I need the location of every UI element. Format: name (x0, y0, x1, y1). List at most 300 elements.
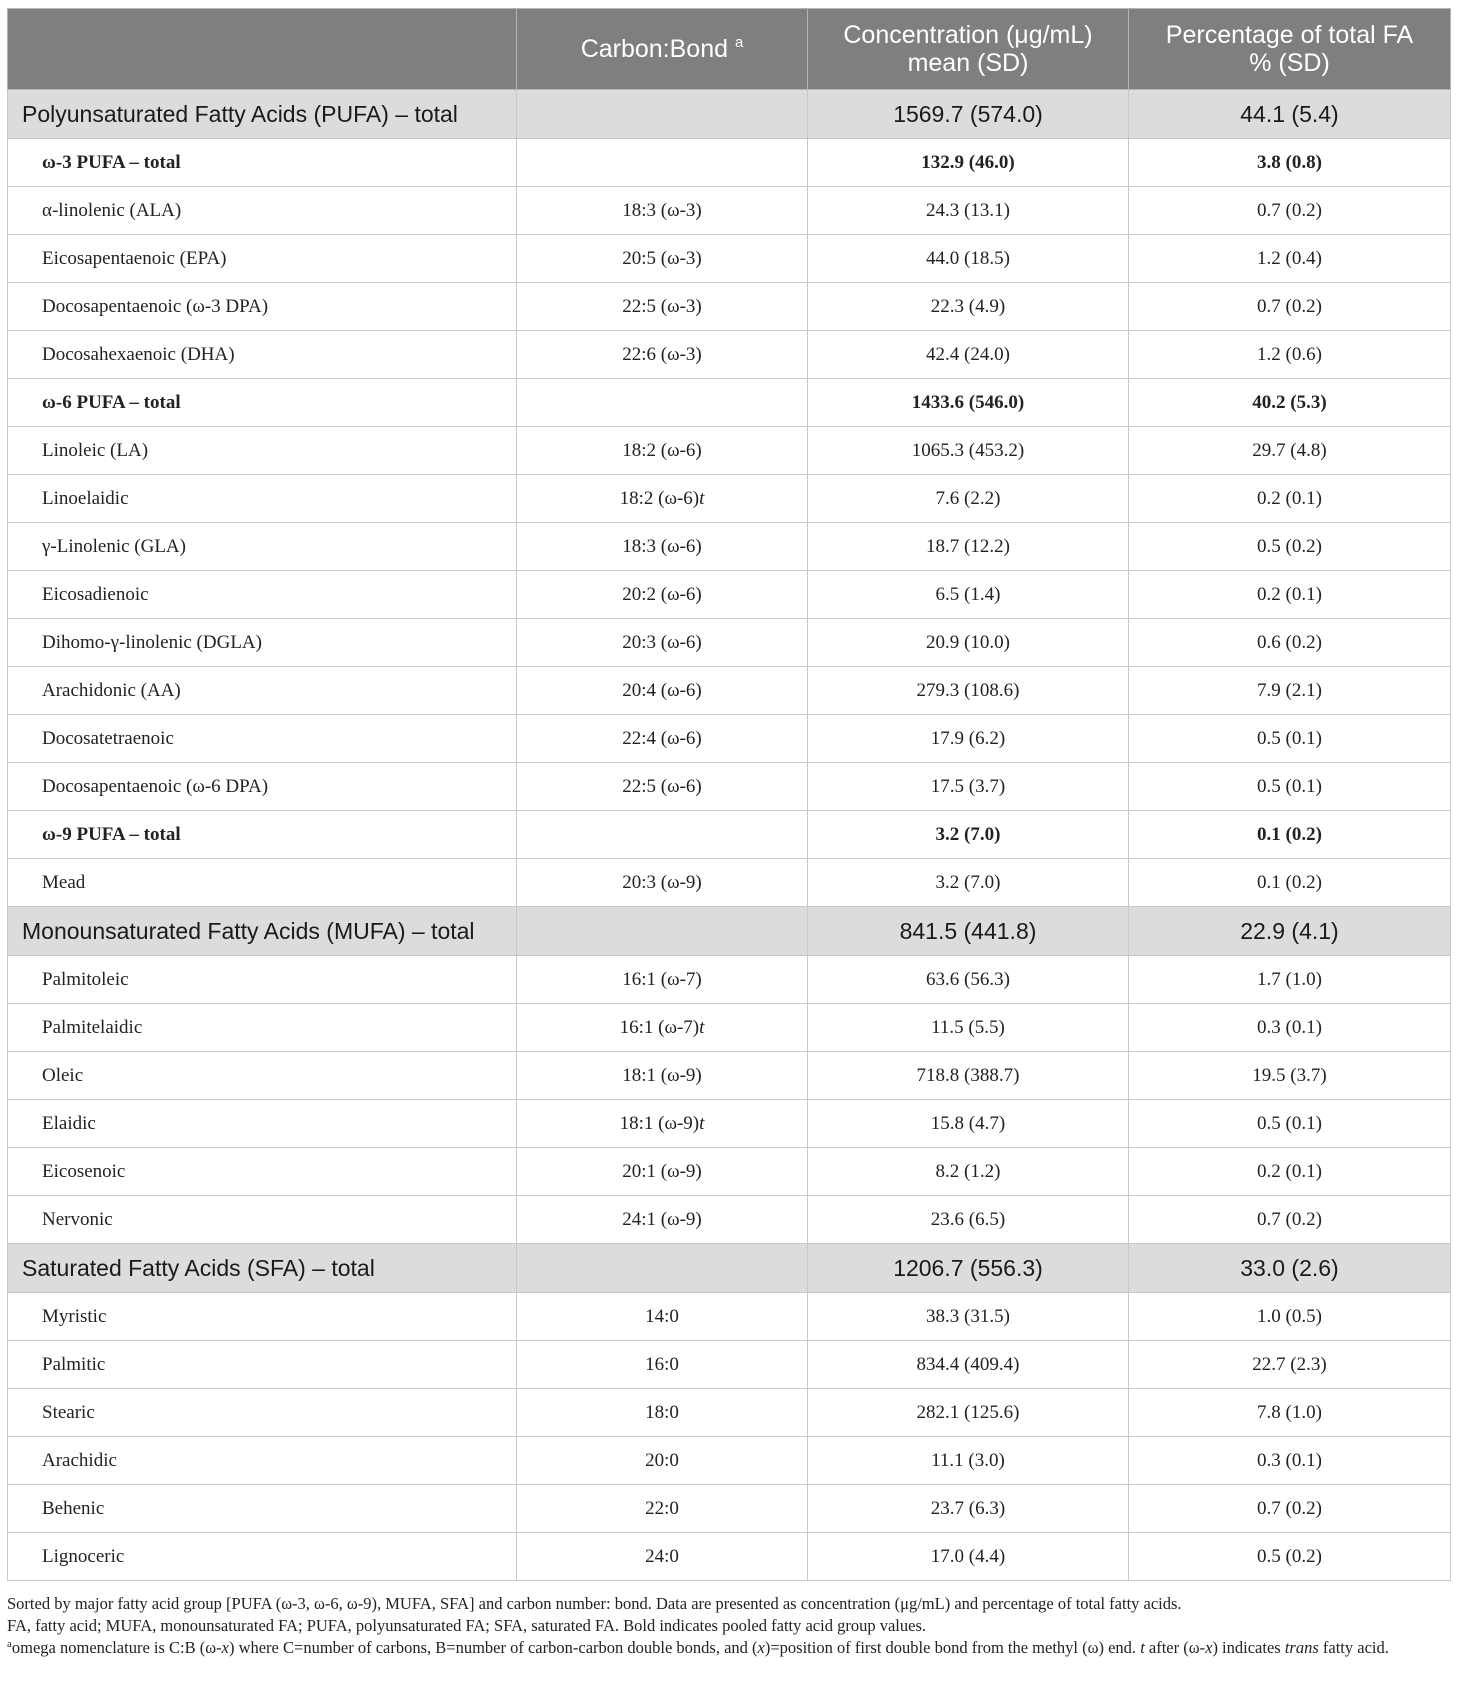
concentration (808, 235, 1129, 283)
fatty-acid-name-text: ω-9 PUFA – total (42, 823, 181, 845)
fatty-acid-name-text: Dihomo-γ-linolenic (DGLA) (42, 631, 262, 653)
fatty-acid-name-text: Mead (42, 871, 86, 893)
percentage-text: 29.7 (4.8) (1252, 439, 1327, 461)
concentration-text: 1206.7 (556.3) (893, 1254, 1043, 1281)
concentration-text: 841.5 (441.8) (899, 917, 1037, 944)
carbon-bond-text: 22:5 (ω-3) (622, 295, 702, 317)
concentration-text: 17.5 (3.7) (930, 775, 1006, 797)
concentration (808, 667, 1129, 715)
percentage-text: 0.2 (0.1) (1257, 583, 1322, 605)
table-row (8, 1196, 1451, 1244)
carbon-bond (517, 1100, 808, 1148)
percentage-text: 22.7 (2.3) (1252, 1353, 1327, 1375)
percentage-text: 7.9 (2.1) (1257, 679, 1322, 701)
fatty-acid-name (8, 1052, 517, 1100)
concentration-text: 8.2 (1.2) (935, 1160, 1001, 1182)
footnote-a-text-1: omega nomenclature is C:B (ω- (11, 1638, 222, 1657)
fatty-acid-name (8, 235, 517, 283)
footnote-a-text-2: ) where C=number of carbons, B=number of carbon-carbon double bonds, and ( (228, 1638, 758, 1657)
concentration (808, 523, 1129, 571)
footnote-a-x-3: x (1205, 1638, 1213, 1657)
concentration (808, 139, 1129, 187)
fatty-acid-name-text: γ-Linolenic (GLA) (42, 535, 186, 557)
carbon-bond (517, 1293, 808, 1341)
footnote-a-x-1: x (221, 1638, 229, 1657)
carbon-bond (517, 1004, 808, 1052)
fatty-acid-name (8, 763, 517, 811)
fatty-acid-name-text: Eicosenoic (42, 1160, 126, 1182)
percentage-text: 0.5 (0.2) (1257, 1545, 1322, 1567)
percentage (1129, 956, 1451, 1004)
subgroup-total-row (8, 811, 1451, 859)
footnote-a (7, 1637, 1450, 1659)
percentage (1129, 1004, 1451, 1052)
concentration (808, 1389, 1129, 1437)
carbon-bond (517, 667, 808, 715)
carbon-bond-text: 22:0 (645, 1497, 679, 1519)
percentage (1129, 763, 1451, 811)
fatty-acid-name-text: Eicosadienoic (42, 583, 149, 605)
concentration (808, 331, 1129, 379)
concentration-text: 20.9 (10.0) (926, 631, 1010, 653)
concentration (808, 1004, 1129, 1052)
percentage-text: 1.2 (0.6) (1257, 343, 1322, 365)
footnote-a-text-4: after (ω- (1144, 1638, 1206, 1657)
fatty-acid-name (8, 90, 517, 139)
fatty-acid-name-text: Lignoceric (42, 1545, 125, 1567)
percentage-text: 1.2 (0.4) (1257, 247, 1322, 269)
fatty-acid-name-text: Monounsaturated Fatty Acids (MUFA) – total (22, 917, 475, 944)
percentage-text: 33.0 (2.6) (1240, 1254, 1339, 1281)
concentration (808, 811, 1129, 859)
footnote-a-text-3: )=position of first double bond from the methyl (ω) end. (764, 1638, 1141, 1657)
percentage (1129, 715, 1451, 763)
fatty-acid-name (8, 811, 517, 859)
carbon-bond-text: 16:1 (ω-7) (622, 968, 702, 990)
percentage (1129, 1052, 1451, 1100)
trans-marker: t (699, 487, 705, 509)
concentration-text: 3.2 (7.0) (935, 823, 1001, 845)
carbon-bond-text: 20:4 (ω-6) (622, 679, 702, 701)
fatty-acid-name-text: Palmitoleic (42, 968, 129, 990)
carbon-bond (517, 715, 808, 763)
footnote-a-t: t (1140, 1638, 1145, 1657)
fatty-acid-name (8, 1341, 517, 1389)
fatty-acid-name-text: Docosapentaenoic (ω-3 DPA) (42, 295, 269, 317)
fatty-acid-name (8, 667, 517, 715)
percentage-text: 0.2 (0.1) (1257, 1160, 1322, 1182)
fatty-acid-name (8, 283, 517, 331)
header-concentration (808, 9, 1129, 90)
fatty-acid-name (8, 1004, 517, 1052)
concentration (808, 571, 1129, 619)
carbon-bond (517, 763, 808, 811)
fatty-acid-name-text: Eicosapentaenoic (EPA) (42, 247, 227, 269)
percentage-text: 40.2 (5.3) (1252, 391, 1327, 413)
concentration (808, 1196, 1129, 1244)
fatty-acid-table-container (7, 8, 1450, 1581)
concentration-text: 6.5 (1.4) (935, 583, 1001, 605)
trans-marker: t (699, 1016, 705, 1038)
table-row (8, 1533, 1451, 1581)
percentage (1129, 331, 1451, 379)
concentration (808, 1533, 1129, 1581)
group-total-row (8, 1244, 1451, 1293)
fatty-acid-name (8, 571, 517, 619)
concentration-text: 11.5 (5.5) (931, 1016, 1005, 1038)
concentration (808, 379, 1129, 427)
percentage (1129, 187, 1451, 235)
concentration (808, 859, 1129, 907)
fatty-acid-name-text: Docosahexaenoic (DHA) (42, 343, 235, 365)
carbon-bond (517, 1437, 808, 1485)
percentage (1129, 1341, 1451, 1389)
fatty-acid-name (8, 907, 517, 956)
percentage (1129, 1100, 1451, 1148)
footnote-a-marker: a (7, 1638, 12, 1650)
carbon-bond (517, 90, 808, 139)
concentration-text: 1433.6 (546.0) (911, 391, 1025, 413)
header-footnote-marker: a (734, 34, 744, 51)
footnote-line-1: Sorted by major fatty acid group [PUFA (ω-3, ω-6, ω-9), MUFA, SFA] and carbon number: bond. Data are presented as concentration (μg/mL) and percentage of total fatty acids. (7, 1594, 1182, 1613)
carbon-bond-text: 20:3 (ω-9) (622, 871, 702, 893)
fatty-acid-name-text: Polyunsaturated Fatty Acids (PUFA) – total (22, 100, 458, 127)
table-row (8, 619, 1451, 667)
concentration (808, 1052, 1129, 1100)
percentage (1129, 235, 1451, 283)
carbon-bond (517, 235, 808, 283)
fatty-acid-name (8, 1437, 517, 1485)
carbon-bond (517, 956, 808, 1004)
table-row (8, 331, 1451, 379)
fatty-acid-name (8, 1485, 517, 1533)
fatty-acid-name (8, 956, 517, 1004)
header-percentage-line2: % (SD) (1249, 49, 1330, 77)
fatty-acid-name-text: Oleic (42, 1064, 84, 1086)
percentage-text: 19.5 (3.7) (1252, 1064, 1327, 1086)
concentration-text: 132.9 (46.0) (921, 151, 1015, 173)
carbon-bond-text: 18:1 (ω-9) (619, 1112, 700, 1134)
header-carbon-bond-label: Carbon:Bond (580, 35, 729, 63)
concentration-text: 24.3 (13.1) (926, 199, 1010, 221)
carbon-bond (517, 1148, 808, 1196)
table-row (8, 1389, 1451, 1437)
concentration-text: 279.3 (108.6) (916, 679, 1020, 701)
fatty-acid-name-text: Docosatetraenoic (42, 727, 174, 749)
table-row (8, 1100, 1451, 1148)
group-total-row (8, 90, 1451, 139)
fatty-acid-name (8, 1533, 517, 1581)
percentage-text: 44.1 (5.4) (1240, 100, 1339, 127)
concentration-text: 22.3 (4.9) (930, 295, 1006, 317)
table-row (8, 523, 1451, 571)
fatty-acid-name-text: Elaidic (42, 1112, 96, 1134)
footnote-line-2: FA, fatty acid; MUFA, monounsaturated FA; PUFA, polyunsaturated FA; SFA, saturated FA. Bold indicates pooled fatty acid group values. (7, 1616, 926, 1635)
table-row (8, 956, 1451, 1004)
carbon-bond (517, 1389, 808, 1437)
fatty-acid-name (8, 379, 517, 427)
carbon-bond (517, 187, 808, 235)
carbon-bond-text: 22:5 (ω-6) (622, 775, 702, 797)
carbon-bond (517, 1052, 808, 1100)
percentage-text: 0.1 (0.2) (1257, 871, 1322, 893)
fatty-acid-name (8, 139, 517, 187)
fatty-acid-name-text: ω-6 PUFA – total (42, 391, 181, 413)
carbon-bond (517, 523, 808, 571)
concentration-text: 1569.7 (574.0) (893, 100, 1043, 127)
fatty-acid-name-text: Saturated Fatty Acids (SFA) – total (22, 1254, 375, 1281)
concentration (808, 187, 1129, 235)
carbon-bond (517, 1485, 808, 1533)
concentration (808, 1293, 1129, 1341)
fatty-acid-name-text: Arachidonic (AA) (42, 679, 181, 701)
percentage (1129, 283, 1451, 331)
table-footnotes (7, 1593, 1450, 1659)
carbon-bond (517, 1244, 808, 1293)
fatty-acid-name-text: Stearic (42, 1401, 95, 1423)
percentage-text: 3.8 (0.8) (1257, 151, 1322, 173)
percentage-text: 0.3 (0.1) (1257, 1449, 1322, 1471)
percentage-text: 0.5 (0.2) (1257, 535, 1322, 557)
concentration (808, 763, 1129, 811)
carbon-bond-text: 22:6 (ω-3) (622, 343, 702, 365)
fatty-acid-name (8, 427, 517, 475)
percentage-text: 0.7 (0.2) (1257, 1497, 1322, 1519)
carbon-bond (517, 475, 808, 523)
table-row (8, 235, 1451, 283)
fatty-acid-name-text: Linoleic (LA) (42, 439, 149, 461)
table-row (8, 1052, 1451, 1100)
fatty-acid-name (8, 523, 517, 571)
percentage (1129, 139, 1451, 187)
fatty-acid-name-text: Arachidic (42, 1449, 117, 1471)
carbon-bond-text: 18:3 (ω-3) (622, 199, 702, 221)
trans-marker: t (699, 1112, 705, 1134)
concentration-text: 3.2 (7.0) (935, 871, 1001, 893)
fatty-acid-name-text: Palmitelaidic (42, 1016, 143, 1038)
carbon-bond (517, 1196, 808, 1244)
concentration-text: 23.7 (6.3) (930, 1497, 1006, 1519)
header-concentration-line2: mean (SD) (907, 49, 1029, 77)
concentration (808, 90, 1129, 139)
fatty-acid-name (8, 1100, 517, 1148)
concentration-text: 718.8 (388.7) (916, 1064, 1020, 1086)
percentage-text: 1.7 (1.0) (1257, 968, 1322, 990)
fatty-acid-name (8, 859, 517, 907)
table-row (8, 1485, 1451, 1533)
carbon-bond-text: 24:1 (ω-9) (622, 1208, 702, 1230)
fatty-acid-name-text: α-linolenic (ALA) (42, 199, 182, 221)
concentration (808, 1437, 1129, 1485)
carbon-bond-text: 24:0 (645, 1545, 679, 1567)
fatty-acid-name-text: Nervonic (42, 1208, 113, 1230)
fatty-acid-name-text: Myristic (42, 1305, 107, 1327)
concentration (808, 1100, 1129, 1148)
fatty-acid-name (8, 619, 517, 667)
concentration (808, 283, 1129, 331)
table-body (8, 90, 1451, 1581)
concentration-text: 17.0 (4.4) (930, 1545, 1006, 1567)
percentage-text: 0.3 (0.1) (1257, 1016, 1322, 1038)
percentage (1129, 1293, 1451, 1341)
header-concentration-line1: Concentration (μg/mL) (843, 21, 1093, 49)
percentage-text: 0.7 (0.2) (1257, 1208, 1322, 1230)
concentration-text: 42.4 (24.0) (926, 343, 1010, 365)
fatty-acid-name (8, 331, 517, 379)
concentration (808, 1485, 1129, 1533)
header-percentage-line1: Percentage of total FA (1165, 21, 1414, 49)
percentage (1129, 907, 1451, 956)
table-header (8, 9, 1451, 90)
percentage-text: 0.7 (0.2) (1257, 295, 1322, 317)
percentage (1129, 1196, 1451, 1244)
percentage (1129, 1148, 1451, 1196)
percentage (1129, 379, 1451, 427)
fatty-acid-name (8, 1389, 517, 1437)
percentage (1129, 523, 1451, 571)
concentration-text: 63.6 (56.3) (926, 968, 1010, 990)
table-row (8, 859, 1451, 907)
carbon-bond-text: 20:0 (645, 1449, 679, 1471)
table-row (8, 427, 1451, 475)
subgroup-total-row (8, 379, 1451, 427)
carbon-bond-text: 18:0 (645, 1401, 679, 1423)
table-row (8, 1004, 1451, 1052)
percentage-text: 22.9 (4.1) (1240, 917, 1339, 944)
fatty-acid-name-text: Linoelaidic (42, 487, 129, 509)
concentration (808, 1341, 1129, 1389)
fatty-acid-name (8, 187, 517, 235)
carbon-bond (517, 619, 808, 667)
carbon-bond (517, 811, 808, 859)
percentage (1129, 475, 1451, 523)
fatty-acid-name (8, 475, 517, 523)
percentage (1129, 90, 1451, 139)
concentration-text: 18.7 (12.2) (926, 535, 1010, 557)
concentration-text: 44.0 (18.5) (926, 247, 1010, 269)
carbon-bond-text: 20:5 (ω-3) (622, 247, 702, 269)
carbon-bond-text: 16:0 (645, 1353, 679, 1375)
percentage (1129, 571, 1451, 619)
table-row (8, 667, 1451, 715)
percentage (1129, 427, 1451, 475)
carbon-bond (517, 907, 808, 956)
percentage (1129, 1533, 1451, 1581)
concentration-text: 15.8 (4.7) (930, 1112, 1006, 1134)
carbon-bond (517, 427, 808, 475)
carbon-bond-text: 22:4 (ω-6) (622, 727, 702, 749)
percentage (1129, 1437, 1451, 1485)
carbon-bond (517, 379, 808, 427)
footnote-a-text-5: ) indicates (1212, 1638, 1285, 1657)
concentration (808, 956, 1129, 1004)
concentration (808, 427, 1129, 475)
percentage (1129, 619, 1451, 667)
fatty-acid-name-text: Docosapentaenoic (ω-6 DPA) (42, 775, 269, 797)
percentage (1129, 1244, 1451, 1293)
carbon-bond-text: 18:1 (ω-9) (622, 1064, 702, 1086)
carbon-bond-text: 20:3 (ω-6) (622, 631, 702, 653)
concentration-text: 38.3 (31.5) (926, 1305, 1010, 1327)
concentration-text: 282.1 (125.6) (916, 1401, 1020, 1423)
fatty-acid-table (7, 8, 1451, 1581)
table-row (8, 715, 1451, 763)
header-percentage (1129, 9, 1451, 90)
concentration (808, 619, 1129, 667)
header-row (8, 9, 1451, 90)
percentage-text: 0.2 (0.1) (1257, 487, 1322, 509)
percentage-text: 0.1 (0.2) (1257, 823, 1322, 845)
carbon-bond (517, 139, 808, 187)
table-row (8, 1293, 1451, 1341)
carbon-bond-text: 16:1 (ω-7) (619, 1016, 700, 1038)
footnote-a-text-6: fatty acid. (1318, 1638, 1389, 1657)
fatty-acid-name-text: Palmitic (42, 1353, 106, 1375)
percentage-text: 0.5 (0.1) (1257, 775, 1322, 797)
fatty-acid-name-text: Behenic (42, 1497, 105, 1519)
percentage-text: 0.5 (0.1) (1257, 1112, 1322, 1134)
concentration (808, 1148, 1129, 1196)
table-row (8, 283, 1451, 331)
footnote-a-trans: trans (1284, 1638, 1319, 1657)
carbon-bond (517, 283, 808, 331)
header-name (8, 9, 517, 90)
concentration-text: 11.1 (3.0) (931, 1449, 1005, 1471)
fatty-acid-name (8, 1244, 517, 1293)
carbon-bond (517, 331, 808, 379)
carbon-bond-text: 18:2 (ω-6) (622, 439, 702, 461)
carbon-bond-text: 20:1 (ω-9) (622, 1160, 702, 1182)
concentration (808, 907, 1129, 956)
percentage-text: 0.6 (0.2) (1257, 631, 1322, 653)
carbon-bond (517, 571, 808, 619)
fatty-acid-name (8, 1196, 517, 1244)
concentration-text: 1065.3 (453.2) (911, 439, 1025, 461)
group-total-row (8, 907, 1451, 956)
carbon-bond (517, 859, 808, 907)
percentage (1129, 1389, 1451, 1437)
table-row (8, 571, 1451, 619)
concentration (808, 715, 1129, 763)
carbon-bond (517, 1533, 808, 1581)
fatty-acid-name (8, 715, 517, 763)
fatty-acid-name-text: ω-3 PUFA – total (42, 151, 181, 173)
subgroup-total-row (8, 139, 1451, 187)
percentage-text: 1.0 (0.5) (1257, 1305, 1322, 1327)
table-row (8, 1341, 1451, 1389)
header-carbon-bond (517, 9, 808, 90)
fatty-acid-name (8, 1148, 517, 1196)
percentage-text: 0.5 (0.1) (1257, 727, 1322, 749)
concentration-text: 834.4 (409.4) (916, 1353, 1020, 1375)
carbon-bond-text: 20:2 (ω-6) (622, 583, 702, 605)
carbon-bond-text: 18:3 (ω-6) (622, 535, 702, 557)
carbon-bond-text: 18:2 (ω-6) (619, 487, 700, 509)
percentage (1129, 859, 1451, 907)
percentage (1129, 811, 1451, 859)
footnote-a-x-2: x (757, 1638, 765, 1657)
percentage-text: 0.7 (0.2) (1257, 199, 1322, 221)
table-row (8, 475, 1451, 523)
percentage-text: 7.8 (1.0) (1257, 1401, 1322, 1423)
table-row (8, 1437, 1451, 1485)
concentration-text: 23.6 (6.5) (930, 1208, 1006, 1230)
table-row (8, 763, 1451, 811)
percentage (1129, 1485, 1451, 1533)
table-row (8, 187, 1451, 235)
percentage (1129, 667, 1451, 715)
concentration-text: 17.9 (6.2) (930, 727, 1006, 749)
